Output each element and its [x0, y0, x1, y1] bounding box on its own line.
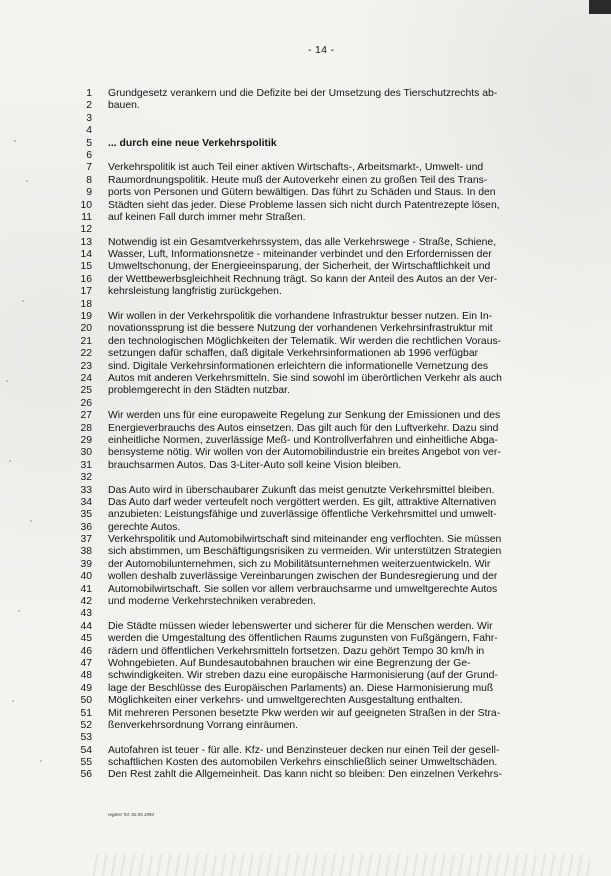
- line-number: 4: [86, 125, 92, 137]
- line-number: 20: [80, 323, 92, 335]
- line-number: 34: [80, 496, 92, 508]
- text-line: [0, 633, 611, 645]
- scan-speck: [22, 300, 24, 302]
- line-number: 30: [80, 447, 92, 459]
- text-line: [0, 559, 611, 571]
- text-line: [0, 708, 611, 720]
- line-number: 16: [80, 273, 92, 285]
- line-text: novationssprung ist die bessere Nutzung der vorhandenen Verkehrsinfrastruktur mit: [108, 323, 493, 335]
- line-number: 10: [80, 199, 92, 211]
- scan-corner-artifact: [589, 0, 611, 14]
- line-text: Möglichkeiten einer verkehrs- und umweltgerechten Ausgestaltung enthalten.: [108, 695, 463, 707]
- text-line: [0, 460, 611, 472]
- line-text: Verkehrspolitik und Automobilwirtschaft sind miteinander eng verflochten. Sie müssen: [108, 534, 502, 546]
- line-number: 26: [80, 397, 92, 409]
- line-text: Die Städte müssen wieder lebenswerter und sicherer für die Menschen werden. Wir: [108, 620, 493, 632]
- line-number: 1: [86, 88, 92, 99]
- line-number: 15: [80, 261, 92, 273]
- line-number: 44: [80, 620, 92, 632]
- line-text: bensysteme nötig. Wir wollen von der Automobilindustrie ein breites Angebot von ver-: [108, 447, 501, 459]
- text-line: [0, 88, 611, 100]
- scan-speck: [30, 520, 32, 522]
- line-text: gerechte Autos.: [108, 521, 181, 533]
- text-line: [0, 150, 611, 162]
- text-line: [0, 509, 611, 521]
- line-text: und moderne Verkehrstechniken verabreden.: [108, 596, 316, 608]
- scan-speck: [6, 380, 8, 382]
- line-text: Wasser, Luft, Informationsnetze - miteinander verbindet und den Erfordernissen der: [108, 249, 492, 261]
- line-text: Autos mit anderen Verkehrsmitteln. Sie sind sowohl im überörtlichen Verkehr als auch: [108, 372, 502, 384]
- text-line: [0, 224, 611, 236]
- line-text: schwindigkeiten. Wir streben dazu eine europäische Harmonisierung (auf der Grund-: [108, 670, 498, 682]
- text-line: [0, 212, 611, 224]
- line-number: 8: [86, 174, 92, 186]
- line-text: Automobilwirtschaft. Sie sollen vor allem verbrauchsarme und umweltgerechte Autos: [108, 583, 498, 595]
- line-number: 42: [80, 596, 92, 608]
- scan-speck: [18, 610, 20, 612]
- line-number: 35: [80, 509, 92, 521]
- line-number: 41: [80, 583, 92, 595]
- text-line: [0, 435, 611, 447]
- text-line: [0, 695, 611, 707]
- line-number: 11: [81, 211, 92, 223]
- line-text: den technologischen Möglichkeiten der Telematik. Wir werden die rechtlichen Voraus-: [108, 335, 502, 347]
- text-line: [0, 286, 611, 298]
- line-text: sich abstimmen, um Beschäftigungsrisiken zu vermeiden. Wir unterstützen Strategien: [108, 546, 502, 558]
- line-number: 50: [80, 695, 92, 707]
- text-line: [0, 200, 611, 212]
- line-number: 54: [80, 744, 92, 756]
- scan-speck: [12, 700, 14, 702]
- line-text: brauchsarmen Autos. Das 3-Liter-Auto soll keine Vision bleiben.: [108, 459, 402, 471]
- line-number: 37: [80, 534, 92, 546]
- line-number: 14: [80, 249, 92, 261]
- line-text: Energieverbrauchs des Autos einsetzen. Das gilt auch für den Luftverkehr. Dazu sind: [108, 422, 499, 434]
- line-number: 6: [86, 149, 92, 161]
- line-number: 32: [80, 472, 92, 484]
- line-text: schaftlichen Kosten des automobilen Verkehrs einschließlich seiner Umweltschäden.: [108, 757, 498, 769]
- text-line: [0, 472, 611, 484]
- line-number: 51: [80, 707, 92, 719]
- line-number: 21: [80, 335, 92, 347]
- line-text: auf keinen Fall durch immer mehr Straßen.: [108, 211, 306, 223]
- line-number: 38: [80, 546, 92, 558]
- text-line: [0, 274, 611, 286]
- line-text: ßenverkehrsordnung Vorrang einräumen.: [108, 719, 299, 731]
- line-number: 47: [80, 657, 92, 669]
- text-line: [0, 373, 611, 385]
- text-line: [0, 769, 611, 781]
- line-number: 27: [80, 410, 92, 422]
- text-line: [0, 757, 611, 769]
- page-number: - 14 -: [308, 44, 335, 56]
- text-line: [0, 683, 611, 695]
- line-text: problemgerecht in den Städten nutzbar.: [108, 385, 290, 397]
- line-text: werden die Umgestaltung des öffentlichen Raums zugunsten von Fußgängern, Fahr-: [108, 633, 498, 645]
- text-line: [0, 658, 611, 670]
- line-text: Autofahren ist teuer - für alle. Kfz- und Benzinsteuer decken nur einen Teil der gesell-: [108, 744, 500, 756]
- line-text: Das Auto darf weder verteufelt noch vergöttert werden. Es gilt, attraktive Alternativen: [108, 496, 497, 508]
- line-text: Grundgesetz verankern und die Defizite bei der Umsetzung des Tierschutzrechts ab-: [108, 88, 498, 99]
- text-line: [0, 745, 611, 757]
- line-number: 22: [80, 348, 92, 360]
- line-text: anzubieten: Leistungsfähige und zuverlässige öffentliche Verkehrsmittel und umwelt-: [108, 509, 497, 521]
- text-line: [0, 732, 611, 744]
- text-line: [0, 485, 611, 497]
- text-line: [0, 621, 611, 633]
- text-line: [0, 323, 611, 335]
- text-line: [0, 311, 611, 323]
- line-number: 48: [80, 670, 92, 682]
- line-number: 12: [80, 224, 92, 236]
- scan-noise: [90, 854, 590, 876]
- text-line: [0, 348, 611, 360]
- line-number: 3: [86, 112, 92, 124]
- line-text: lage der Beschlüsse des Europäischen Parlaments) an. Diese Harmonisierung muß: [108, 682, 494, 694]
- section-heading: ... durch eine neue Verkehrspolitik: [108, 137, 277, 149]
- line-text: Städten sieht das jeder. Diese Probleme lassen sich nicht durch Patentrezepte lösen,: [108, 199, 500, 211]
- text-line: [0, 100, 611, 112]
- line-number: 25: [80, 385, 92, 397]
- line-number: 5: [86, 137, 92, 149]
- line-number: 29: [80, 434, 92, 446]
- line-text: Den Rest zahlt die Allgemeinheit. Das kann nicht so bleiben: Den einzelnen Verkehrs-: [108, 769, 502, 781]
- line-text: Raumordnungspolitik. Heute muß der Autoverkehr einen zu großen Teil des Trans-: [108, 174, 488, 186]
- text-line: [0, 410, 611, 422]
- line-text: setzungen dafür schaffen, daß digitale Verkehrsinformationen ab 1996 verfügbar: [108, 348, 479, 360]
- text-line: [0, 113, 611, 125]
- line-number: 49: [80, 682, 92, 694]
- line-number: 33: [80, 484, 92, 496]
- text-line: [0, 497, 611, 509]
- text-line: [0, 125, 611, 137]
- text-line: [0, 398, 611, 410]
- text-line: [0, 720, 611, 732]
- line-text: kehrsleistung langfristig zurückgehen.: [108, 286, 282, 298]
- line-number: 23: [80, 360, 92, 372]
- line-number: 17: [80, 286, 92, 298]
- line-number: 40: [80, 571, 92, 583]
- line-text: rädern und öffentlichen Verkehrsmitteln fortsetzen. Dazu gehört Tempo 30 km/h in: [108, 645, 485, 657]
- text-line: [0, 336, 611, 348]
- line-number: 31: [80, 459, 92, 471]
- line-text: bauen.: [108, 100, 140, 112]
- line-number: 7: [86, 162, 92, 174]
- line-text: der Wettbewerbsgleichheit Rechnung trägt. So kann der Anteil des Autos an der Ver-: [108, 273, 498, 285]
- footer-note: regtest '94, 02.05.1994: [108, 812, 154, 817]
- text-line: [0, 608, 611, 620]
- line-number: 46: [80, 645, 92, 657]
- line-number: 56: [80, 769, 92, 781]
- line-text: Mit mehreren Personen besetzte Pkw werden wir auf geeigneten Straßen in der Stra-: [108, 707, 501, 719]
- text-line: [0, 423, 611, 435]
- line-text: Das Auto wird in überschaubarer Zukunft das meist genutzte Verkehrsmittel bleiben.: [108, 484, 495, 496]
- line-number: 43: [80, 608, 92, 620]
- text-line: [0, 546, 611, 558]
- line-number: 19: [80, 311, 92, 323]
- line-text: der Automobilunternehmen, sich zu Mobilitätsunternehmen weiterzuentwickeln. Wir: [108, 558, 491, 570]
- line-text: sind. Digitale Verkehrsinformationen erleichtern die informationelle Vernetzung des: [108, 360, 489, 372]
- scan-speck: [40, 760, 42, 762]
- text-line: [0, 261, 611, 273]
- text-line: [0, 646, 611, 658]
- scan-speck: [14, 140, 16, 142]
- text-line: [0, 670, 611, 682]
- line-number: 53: [80, 732, 92, 744]
- section-heading-line: [0, 138, 611, 150]
- scan-speck: [26, 180, 28, 182]
- line-number: 45: [80, 633, 92, 645]
- scan-speck: [9, 460, 11, 462]
- line-number: 9: [86, 187, 92, 199]
- line-text: Umweltschonung, der Energieeinsparung, der Sicherheit, der Wirtschaftlichkeit und: [108, 261, 491, 273]
- text-line: [0, 447, 611, 459]
- text-line: [0, 571, 611, 583]
- text-line: [0, 534, 611, 546]
- line-text: ports von Personen und Gütern bewältigen. Das führt zu Schäden und Staus. In den: [108, 187, 496, 199]
- text-line: [0, 596, 611, 608]
- text-line: [0, 187, 611, 199]
- text-line: [0, 249, 611, 261]
- text-line: [0, 361, 611, 373]
- text-line: [0, 522, 611, 534]
- text-line: [0, 299, 611, 311]
- line-text: Wir wollen in der Verkehrspolitik die vorhandene Infrastruktur besser nutzen. Ein In-: [108, 311, 493, 323]
- line-number: 28: [80, 422, 92, 434]
- line-text: Wohngebieten. Auf Bundesautobahnen brauchen wir eine Begrenzung der Ge-: [108, 657, 471, 669]
- line-number: 24: [80, 372, 92, 384]
- text-line: [0, 385, 611, 397]
- line-number: 18: [80, 298, 92, 310]
- line-number: 2: [86, 100, 92, 112]
- line-text: Verkehrspolitik ist auch Teil einer aktiven Wirtschafts-, Arbeitsmarkt-, Umwelt- und: [108, 162, 484, 174]
- text-line: [0, 584, 611, 596]
- text-line: [0, 162, 611, 174]
- line-number: 36: [80, 521, 92, 533]
- text-line: [0, 237, 611, 249]
- line-number: 13: [80, 236, 92, 248]
- line-text: wollen deshalb zuverlässige Vereinbarungen zwischen der Bundesregierung und der: [108, 571, 498, 583]
- line-number: 39: [80, 558, 92, 570]
- line-text: einheitliche Normen, zuverlässige Meß- und Kontrollverfahren und einheitliche Abga-: [108, 434, 498, 446]
- numbered-text-body: [0, 88, 611, 782]
- line-number: 52: [80, 719, 92, 731]
- line-text: Wir werden uns für eine europaweite Regelung zur Senkung der Emissionen und des: [108, 410, 501, 422]
- line-text: Notwendig ist ein Gesamtverkehrssystem, das alle Verkehrswege - Straße, Schiene,: [108, 236, 497, 248]
- line-number: 55: [80, 757, 92, 769]
- text-line: [0, 175, 611, 187]
